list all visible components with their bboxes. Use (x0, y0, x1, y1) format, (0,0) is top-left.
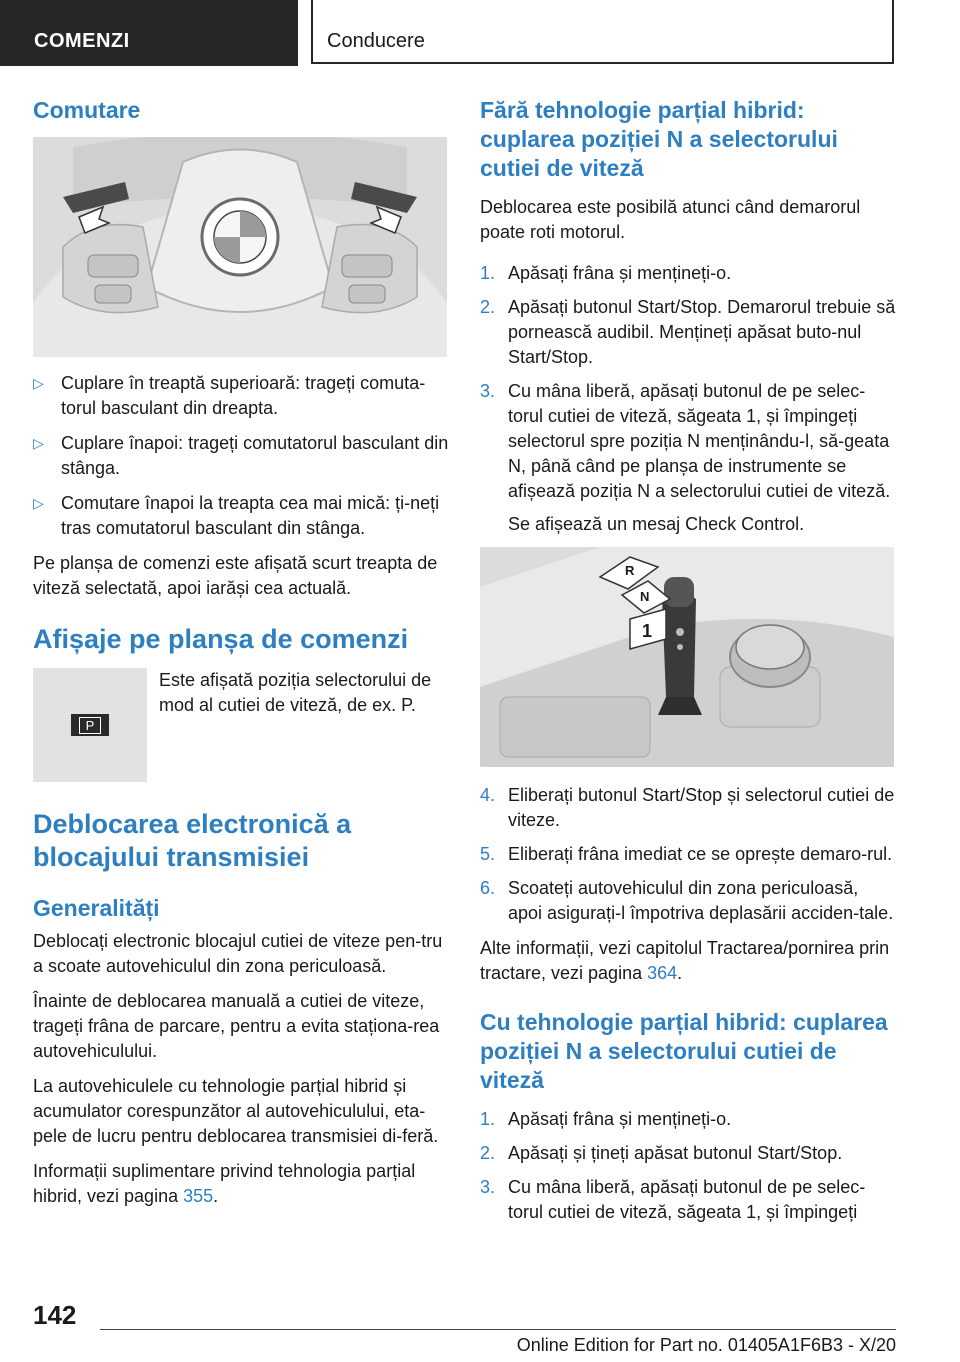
list-item: ▷ Cuplare în treaptă superioară: trageți comuta-torul basculant din dreapta. (33, 373, 426, 418)
paragraph: Informații suplimentare privind tehnologia parțial hibrid, vezi pagina 355. (33, 1161, 416, 1206)
list-item: 2. Apăsați și țineți apăsat butonul Start/Stop. (480, 1143, 843, 1163)
heading-afisaje: Afișaje pe planșa de comenzi (33, 624, 409, 654)
steps-list (480, 1107, 896, 1225)
list-item: 3. Cu mâna liberă, apăsați butonul de pe selec-torul cutiei de viteză, săgeata 1, și împingeți selectorul spre poziția N menținându-l, să-geata N, până când pe planșa de instrumente se afișează poziția N a selectorului cutiei de viteză. Se afișează un mesaj Check Control. (480, 379, 896, 537)
chapter-title: Conducere (311, 0, 894, 64)
list-item: ▷ Comutare înapoi la treapta cea mai mică: ți-neți tras comutatorul basculant din stânga. (33, 493, 440, 538)
heading-fara: Fără tehnologie parțial hibrid: cuplarea poziției N a selectorului cutiei de viteză (480, 97, 838, 181)
arrow-label-r: R (625, 563, 635, 578)
paragraph: La autovehiculele cu tehnologie parțial hibrid și acumulator corespunzător al autovehiculului, eta-pele de lucru pentru deblocarea transmisiei di-feră. (33, 1076, 439, 1146)
afisaje-text: Este afișată poziția selectorului de mod al cutiei de viteză, de ex. P. (159, 670, 432, 715)
list-item: 3. Cu mâna liberă, apăsați butonul de pe selec-torul cutiei de viteză, săgeata 1, și împingeți (480, 1177, 866, 1222)
list-item: 6. Scoateți autovehiculul din zona periculoasă, apoi asigurați-l împotriva deplasării acciden-tale. (480, 878, 894, 923)
triangle-bullet-icon: ▷ (33, 435, 44, 451)
triangle-bullet-icon: ▷ (33, 495, 44, 511)
display-figure (33, 668, 147, 782)
footer-divider (100, 1329, 896, 1330)
arrow-label-1: 1 (642, 621, 653, 641)
page-link-364[interactable]: 364 (647, 963, 678, 983)
list-item: 4. Eliberați butonul Start/Stop și selectorul cutiei de viteze. (480, 785, 895, 830)
right-column (480, 96, 896, 1235)
heading-generalitati: Generalități (33, 895, 160, 921)
afisaje-block (33, 668, 449, 782)
page-link-355[interactable]: 355 (183, 1186, 214, 1206)
heading-comutare: Comutare (33, 97, 141, 123)
shift-bullets (33, 371, 449, 541)
steps-list (480, 783, 896, 926)
list-item: 1. Apăsați frâna și mențineți-o. (480, 263, 732, 283)
list-item: 5. Eliberați frâna imediat ce se oprește demaro-rul. (480, 844, 893, 864)
paragraph-intro: Deblocarea este posibilă atunci când demarorul poate roti motorul. (480, 197, 861, 242)
left-column (33, 96, 449, 1219)
steering-wheel-figure (33, 137, 447, 357)
triangle-bullet-icon: ▷ (33, 375, 44, 391)
heading-cu: Cu tehnologie parțial hibrid: cuplarea poziției N a selectorului cutiei de viteză (480, 1009, 888, 1093)
section-tab: COMENZI (0, 0, 298, 66)
paragraph-alte: Alte informații, vezi capitolul Tractarea/pornirea prin tractare, vezi pagina 364. (480, 938, 890, 983)
page-number: 142 (33, 1300, 77, 1330)
list-item: 1. Apăsați frâna și mențineți-o. (480, 1109, 732, 1129)
heading-deblocarea: Deblocarea electronică a blocajului transmisiei (33, 809, 352, 872)
paragraph-plansa: Pe planșa de comenzi este afișată scurt treapta de viteză selectată, apoi iarăși cea actuală. (33, 553, 438, 598)
list-item: 2. Apăsați butonul Start/Stop. Demarorul trebuie să pornească audibil. Mențineți apăsat buto-nul Start/Stop. (480, 297, 896, 367)
edition-text: Online Edition for Part no. 01405A1F6B3 - X/20 (516, 1335, 896, 1355)
step-note: Se afișează un mesaj Check Control. (508, 514, 805, 534)
paragraph: Înainte de deblocarea manuală a cutiei de viteze, trageți frâna de parcare, pentru a evita staționa-rea autovehiculului. (33, 991, 440, 1061)
gear-selector-figure (480, 547, 894, 767)
page-footer (0, 1292, 960, 1362)
page-header (0, 0, 960, 66)
gear-display-icon: P (71, 714, 109, 736)
arrow-label-n: N (640, 589, 650, 604)
steps-list (480, 261, 896, 537)
list-item: ▷ Cuplare înapoi: trageți comutatorul basculant din stânga. (33, 433, 449, 478)
paragraph: Deblocați electronic blocajul cutiei de viteze pen-tru a scoate autovehiculul din zona periculoasă. (33, 931, 443, 976)
